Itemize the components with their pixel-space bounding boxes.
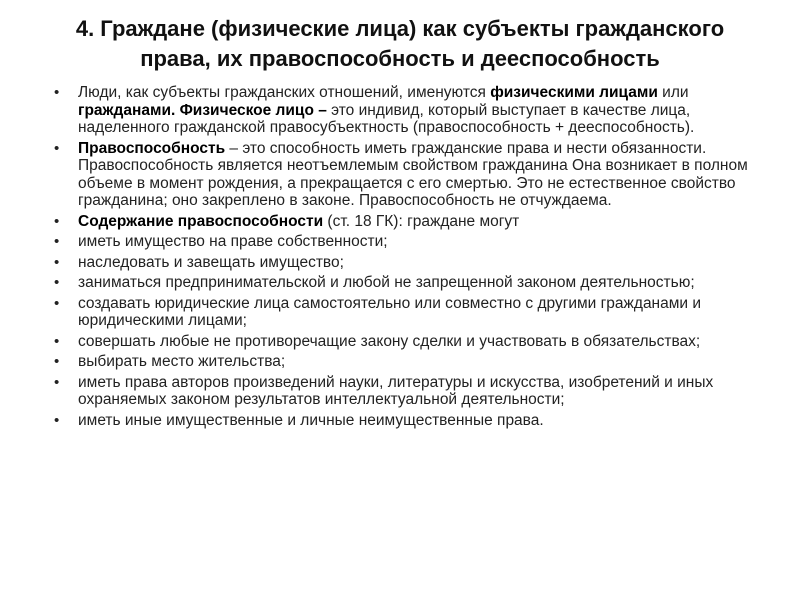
- list-item: [54, 412, 764, 430]
- bullet-icon: •: [54, 294, 60, 312]
- list-item: [54, 295, 764, 330]
- list-item: [54, 84, 764, 137]
- text: наследовать и завещать имущество;: [78, 253, 344, 271]
- text: иметь имущество на праве собственности;: [78, 233, 388, 250]
- bullet-icon: •: [54, 353, 60, 370]
- bold-text: гражданами. Физическое лицо –: [78, 101, 327, 119]
- text: совершать любые не противоречащие закону сделки и участвовать в обязательствах;: [78, 332, 701, 350]
- list-item: [54, 233, 764, 251]
- list-item: [54, 140, 764, 210]
- text: создавать юридические лица самостоятельно или совместно с другими гражданами и юридическими лицами;: [78, 294, 702, 329]
- bold-text: Правоспособность: [78, 139, 226, 157]
- slide-title: [40, 14, 760, 74]
- slide-title-line-2: права, их правоспособность и дееспособность: [140, 46, 660, 71]
- text: – это способность иметь гражданские права и нести обязанности. Правоспособность является неотъемлемым свойством гражданина Она возникает в полном объеме в момент рождения, а прекращается с его смертью. Это не естественное свойство гражданина; оно закреплено в законе. Правоспособность не отчуждаема.: [78, 139, 748, 209]
- bullet-icon: •: [54, 411, 60, 429]
- text: заниматься предпринимательской и любой не запрещенной законом деятельностью;: [78, 274, 695, 291]
- text: (ст. 18 ГК): граждане могут: [323, 212, 520, 230]
- bullet-icon: •: [54, 139, 60, 157]
- bullet-icon: •: [54, 253, 60, 271]
- slide-title-line-1: 4. Граждане (физические лица) как субъекты гражданского: [75, 16, 725, 41]
- list-item: [54, 254, 764, 272]
- list-item: [54, 333, 764, 351]
- list-item: [54, 274, 764, 292]
- text: это индивид, который выступает в качестве лица, наделенного гражданской правосубъектность (правоспособность + дееспособность).: [78, 101, 695, 136]
- bullet-icon: •: [54, 274, 60, 291]
- bullet-icon: •: [54, 332, 60, 350]
- text: иметь права авторов произведений науки, литературы и искусства, изобретений и иных охраняемых законом результатов интеллектуальной деятельности;: [78, 373, 714, 408]
- bold-text: физическими лицами: [490, 84, 658, 101]
- list-item: [54, 374, 764, 409]
- bullet-list: [54, 84, 764, 432]
- bullet-icon: •: [54, 84, 60, 101]
- list-item: [54, 353, 764, 371]
- bold-text: Содержание правоспособности: [78, 212, 324, 230]
- bullet-icon: •: [54, 373, 60, 391]
- list-item: [54, 213, 764, 231]
- bullet-icon: •: [54, 233, 60, 250]
- text: Люди, как субъекты гражданских отношений, именуются: [78, 84, 491, 101]
- text: выбирать место жительства;: [78, 353, 286, 370]
- text: или: [657, 84, 689, 101]
- bullet-icon: •: [54, 212, 60, 230]
- text: иметь иные имущественные и личные неимущественные права.: [78, 411, 544, 429]
